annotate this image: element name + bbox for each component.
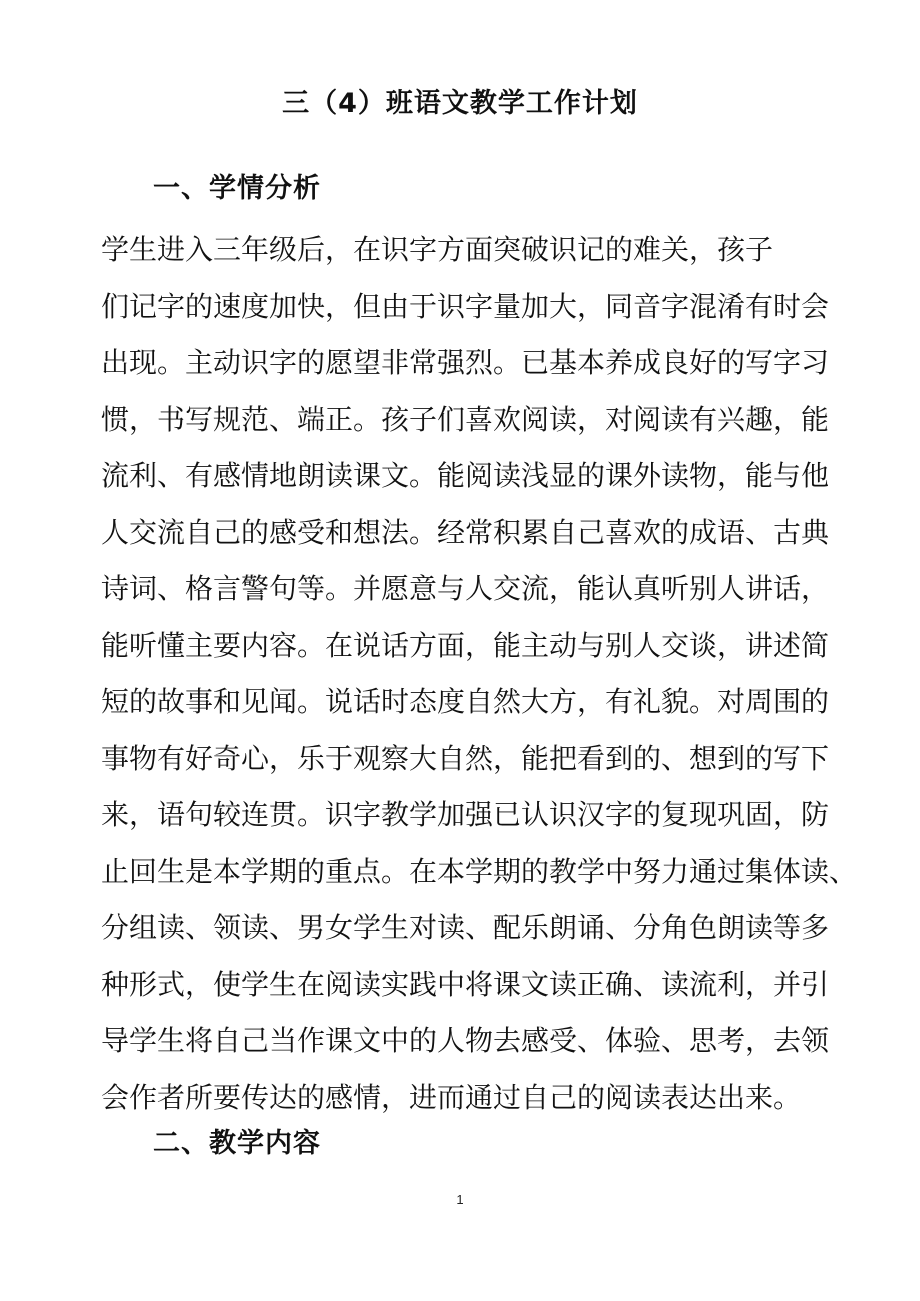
document-title: 三（4）班语文教学工作计划 <box>282 88 638 119</box>
paragraph-line: 能听懂主要内容。在说话方面，能主动与别人交谈，讲述简 <box>101 628 830 662</box>
section-heading-analysis: 一、学情分析 <box>153 173 321 204</box>
paragraph-line: 短的故事和见闻。说话时态度自然大方，有礼貌。对周围的 <box>101 685 830 718</box>
section-heading-content: 二、教学内容 <box>153 1128 321 1159</box>
paragraph-line: 出现。主动识字的愿望非常强烈。已基本养成良好的写字习 <box>101 346 830 379</box>
paragraph-line: 人交流自己的感受和想法。经常积累自己喜欢的成语、古典 <box>101 515 830 549</box>
paragraph-line: 种形式，使学生在阅读实践中将课文读正确、读流利，并引 <box>101 967 830 1001</box>
paragraph-line: 导学生将自己当作课文中的人物去感受、体验、思考，去领 <box>101 1024 830 1057</box>
paragraph-line: 诗词、格言警句等。并愿意与人交流，能认真听别人讲话， <box>101 572 830 605</box>
paragraph-line: 分组读、领读、男女学生对读、配乐朗诵、分角色朗读等多 <box>101 911 830 944</box>
paragraph-line: 止回生是本学期的重点。在本学期的教学中努力通过集体读、 <box>101 854 858 888</box>
paragraph-line: 事物有好奇心，乐于观察大自然，能把看到的、想到的写下 <box>101 741 830 775</box>
paragraph-line: 来，语句较连贯。识字教学加强已认识汉字的复现巩固，防 <box>101 798 830 831</box>
paragraph-line: 会作者所要传达的感情，进而通过自己的阅读表达出来。 <box>101 1080 802 1114</box>
paragraph-line: 学生进入三年级后，在识字方面突破识记的难关，孩子 <box>101 233 774 266</box>
paragraph-line: 们记字的速度加快，但由于识字量加大，同音字混淆有时会 <box>101 289 830 323</box>
section-body-analysis <box>101 222 858 1126</box>
paragraph-line: 惯，书写规范、端正。孩子们喜欢阅读，对阅读有兴趣，能 <box>101 402 830 436</box>
paragraph-line: 流利、有感情地朗读课文。能阅读浅显的课外读物，能与他 <box>101 459 830 492</box>
page-number: 1 <box>456 1192 464 1207</box>
